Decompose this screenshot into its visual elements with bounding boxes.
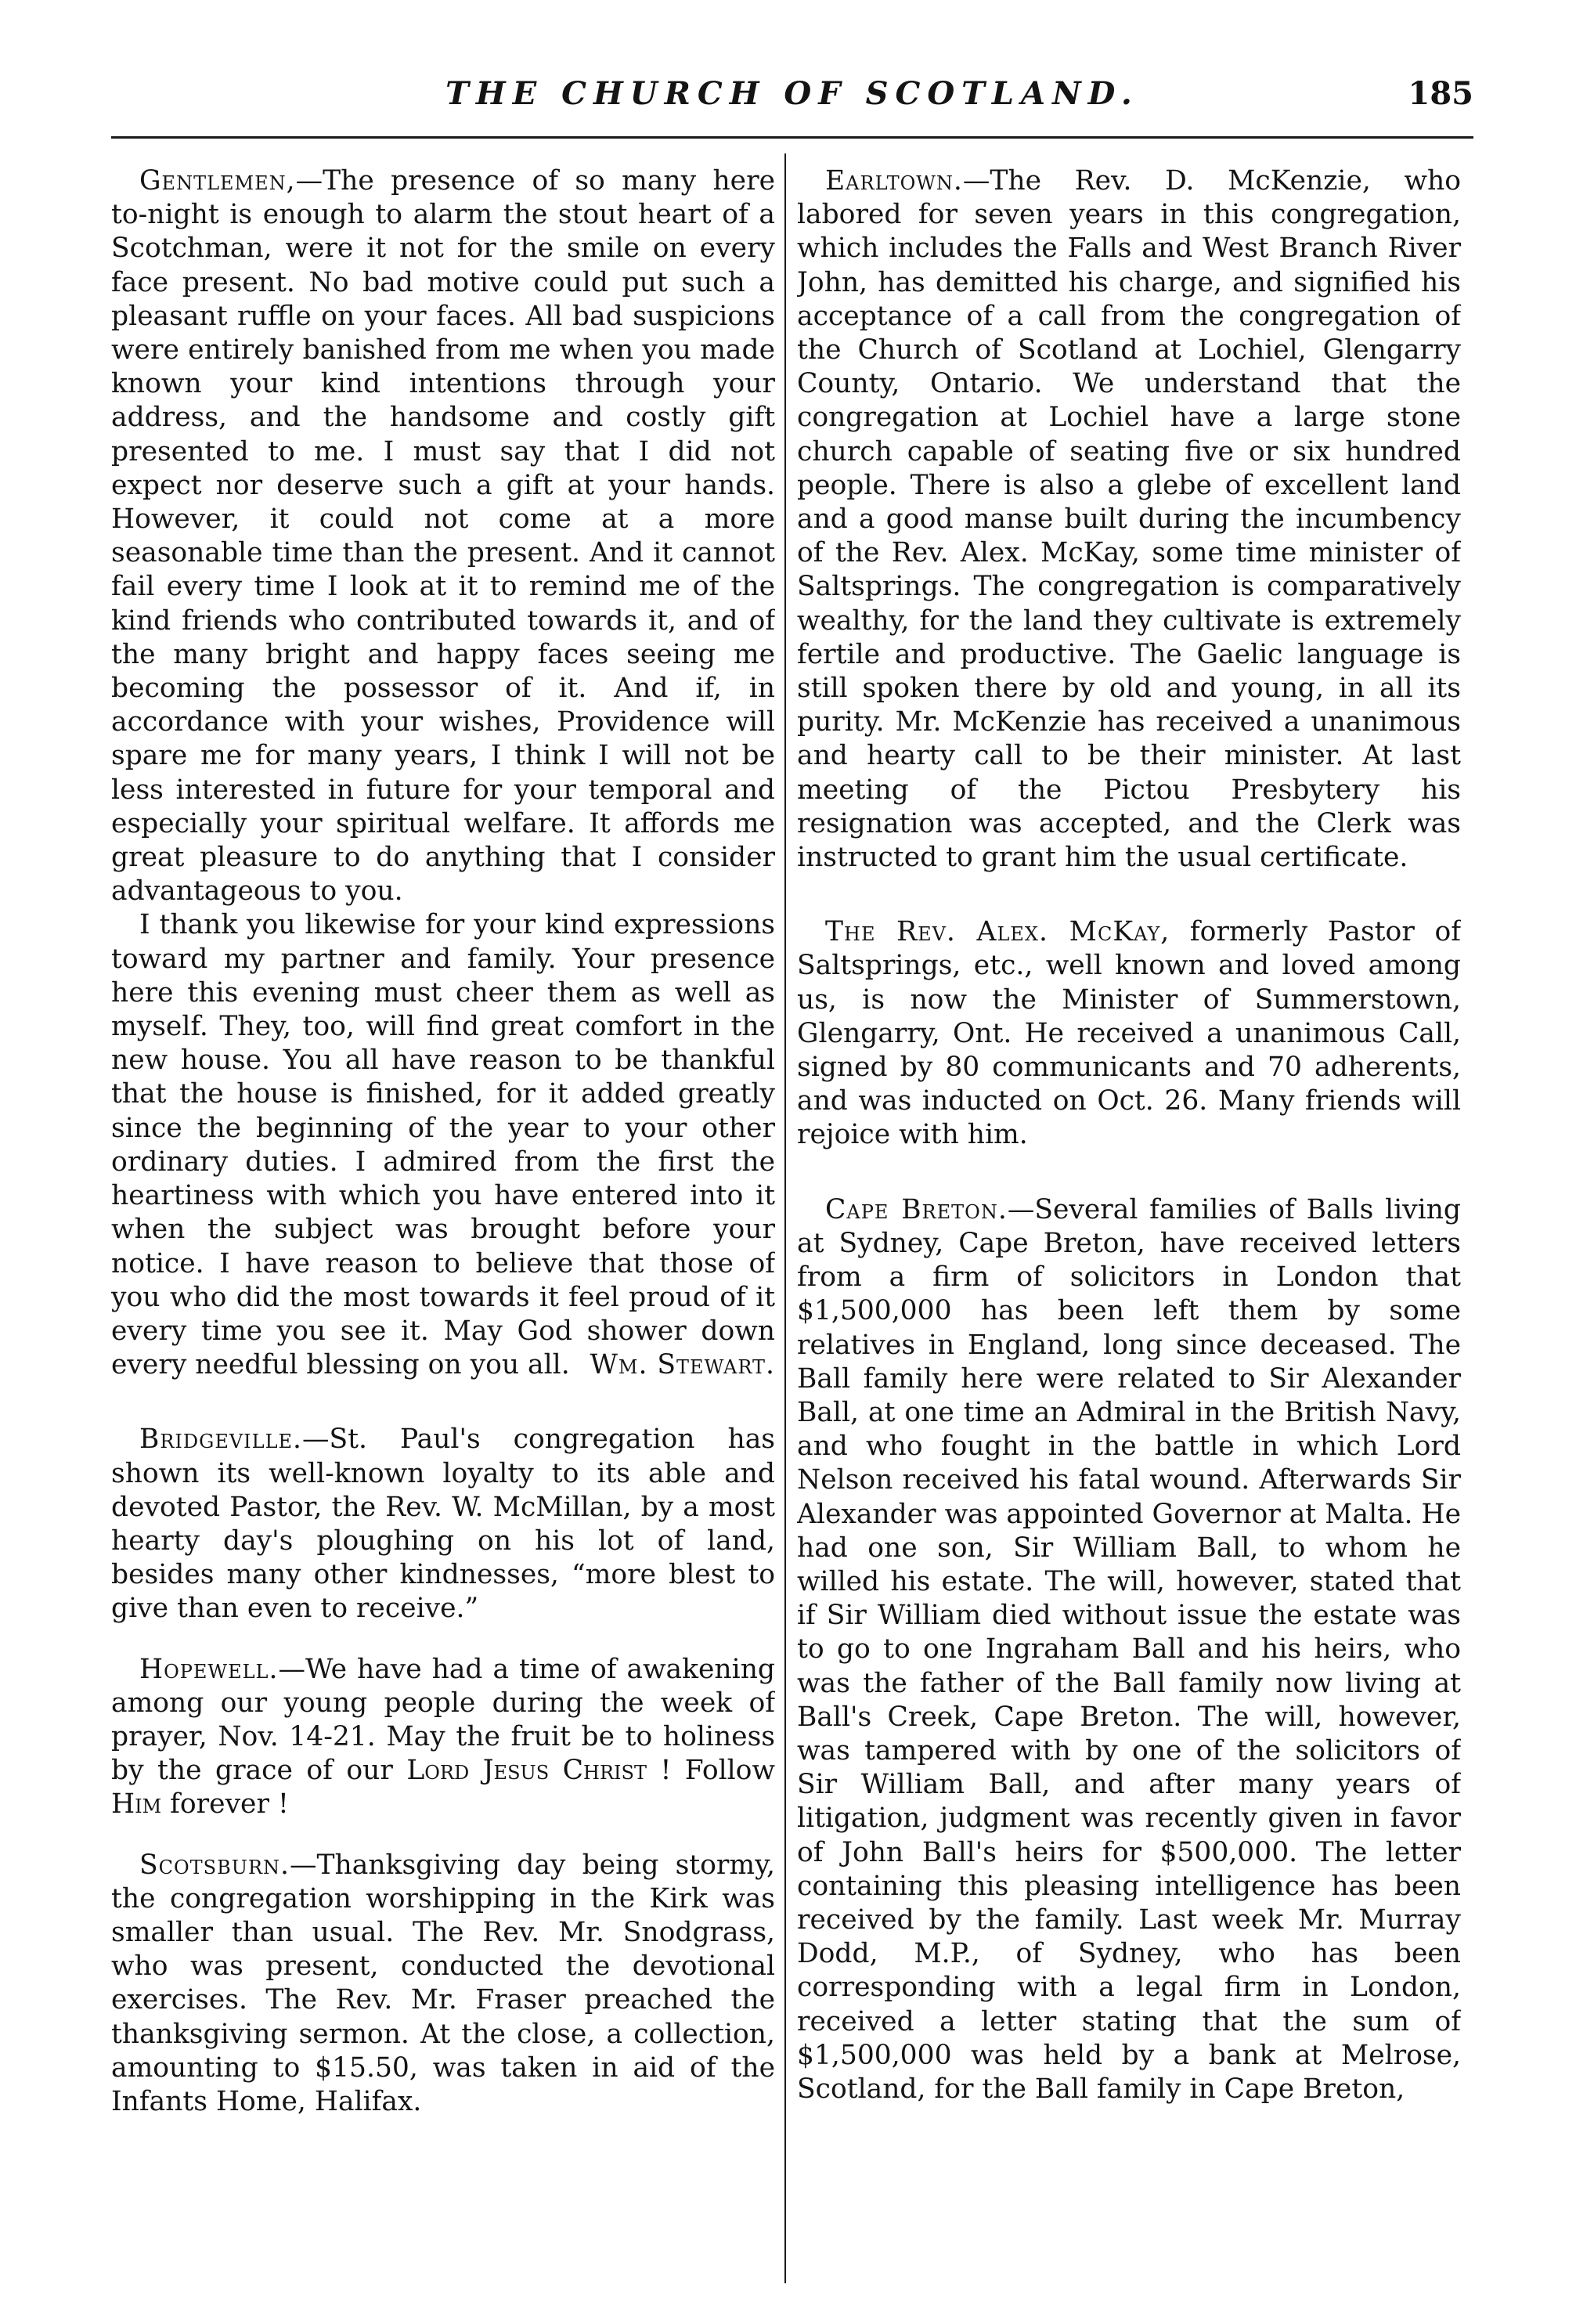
- paragraph-text: I thank you likewise for your kind expressions toward my partner and family. Your presence here this evening must cheer them as well as myself. They, too, will find great comfort in the new house. You all have reason to be thankful that the house is finished, for it added greatly since the beginning of the year to your other ordinary duties. I admired from the first the heartiness with which you have entered into it when the subject was brought before your notice. I have reason to believe that those of you who did the most towards it feel proud of it every time you see it. May God shower down every needful blessing on you all.: [111, 909, 775, 1381]
- left-column: [111, 164, 775, 2263]
- item-text: formerly Pastor of Saltsprings, etc., well known and loved among us, is now the Minister of Summerstown, Glengarry, Ont. He received a unanimous Call, signed by 80 communicants and 70 adherents, and was inducted on Oct. 26. Many friends will rejoice with him.: [797, 916, 1461, 1151]
- paragraph-lead: Gentlemen,: [139, 165, 296, 197]
- cape-breton-item: [797, 1193, 1461, 2106]
- earltown-item: [797, 164, 1461, 875]
- item-text: forever !: [161, 1788, 289, 1821]
- item-text: ! Follow: [646, 1755, 775, 1787]
- running-title: THE CHURCH OF SCOTLAND.: [445, 75, 1139, 112]
- scotsburn-item: [111, 1849, 775, 2120]
- right-column: [797, 164, 1461, 2263]
- item-text: —The Rev. D. McKenzie, who labored for seven years in this congregation, which includes the Falls and West Branch River John, has demitted his charge, and signified his acceptance of a call from the congregation of the Church of Scotland at Lochiel, Glengarry County, Ontario. We understand that the congregation at Lochiel have a large stone church capable of seating five or six hundred people. There is also a glebe of excellent land and a good manse built during the incumbency of the Rev. Alex. McKay, some time minister of Saltsprings. The congregation is comparatively wealthy, for the land they cultivate is extremely fertile and productive. The Gaelic language is still spoken there by old and young, in all its purity. Mr. McKenzie has received a unanimous and hearty call to be their minister. At last meeting of the Pictou Presbytery his resignation was accepted, and the Clerk was instructed to grant him the usual certificate.: [797, 165, 1461, 874]
- item-text: —We have had a time of awakening among our young people during the week of prayer, Nov. 14-21. May the fruit be to holiness by the grace of our: [111, 1653, 775, 1787]
- header-rule: [111, 136, 1473, 139]
- item-text: —Several families of Balls living at Sydney, Cape Breton, have received letters from a firm of solicitors in London that $1,500,000 has been left them by some relatives in England, long since deceased. The Ball family here were related to Sir Alexander Ball, at one time an Admiral in the British Navy, and who fought in the battle in which Lord Nelson received his fatal wound. Afterwards Sir Alexander was appointed Governor at Malta. He had one son, Sir William Ball, to whom he willed his estate. The will, however, stated that if Sir William died without issue the estate was to go to one Ingraham Ball and his heirs, who was the father of the Ball family now living at Ball's Creek, Cape Breton. The will, however, was tampered with by one of the solicitors of Sir William Ball, and after many years of litigation, judgment was recently given in favor of John Ball's heirs for $500,000. The letter containing this pleasing intelligence has been received by the family. Last week Mr. Murray Dodd, M.P., of Sydney, who has been corresponding with a legal firm in London, received a letter stating that the sum of $1,500,000 was held by a bank at Melrose, Scotland, for the Ball family in Cape Breton,: [797, 1193, 1461, 2105]
- item-text: —St. Paul's congregation has shown its well-known loyalty to its able and devoted Pastor, the Rev. W. McMillan, by a most hearty day's ploughing on his lot of land, besides many other kindnesses, “more blest to give than even to receive.”: [111, 1424, 775, 1625]
- item-lead: Scotsburn.: [139, 1849, 290, 1881]
- item-lead: Hopewell.: [139, 1653, 279, 1685]
- item-lead: Earltown.: [825, 165, 963, 197]
- bridgeville-item: [111, 1423, 775, 1626]
- mckay-item: [797, 915, 1461, 1152]
- item-text-smallcaps: Him: [111, 1788, 162, 1821]
- hopewell-item: [111, 1653, 775, 1822]
- running-header: [111, 75, 1473, 122]
- column-divider: [784, 153, 786, 2283]
- item-text-smallcaps: Lord Jesus Christ: [406, 1755, 647, 1787]
- signature: Wm. Stewart.: [590, 1349, 775, 1381]
- address-reply-paragraph: [111, 164, 775, 908]
- page-number: 185: [1408, 75, 1473, 112]
- item-lead: The Rev. Alex. McKay,: [825, 916, 1170, 948]
- paragraph-text: —The presence of so many here to-night is enough to alarm the stout heart of a Scotchman, were it not for the smile on every face present. No bad motive could put such a pleasant ruffle on your faces. All bad suspicions were entirely banished from me when you made known your kind intentions through your address, and the handsome and costly gift presented to me. I must say that I did not expect nor deserve such a gift at your hands. However, it could not come at a more seasonable time than the present. And it cannot fail every time I look at it to remind me of the kind friends who contributed towards it, and of the many bright and happy faces seeing me becoming the possessor of it. And if, in accordance with your wishes, Providence will spare me for many years, I think I will not be less interested in future for your temporal and especially your spiritual welfare. It affords me great pleasure to do anything that I consider advantageous to you.: [111, 165, 775, 908]
- item-lead: Cape Breton.: [825, 1193, 1008, 1225]
- item-lead: Bridgeville.: [139, 1424, 303, 1456]
- item-text: —Thanksgiving day being stormy, the congregation worshipping in the Kirk was smaller than usual. The Rev. Mr. Snodgrass, who was present, conducted the devotional exercises. The Rev. Mr. Fraser preached the thanksgiving sermon. At the close, a collection, amounting to $15.50, was taken in aid of the Infants Home, Halifax.: [111, 1849, 775, 2117]
- thanks-paragraph: [111, 908, 775, 1382]
